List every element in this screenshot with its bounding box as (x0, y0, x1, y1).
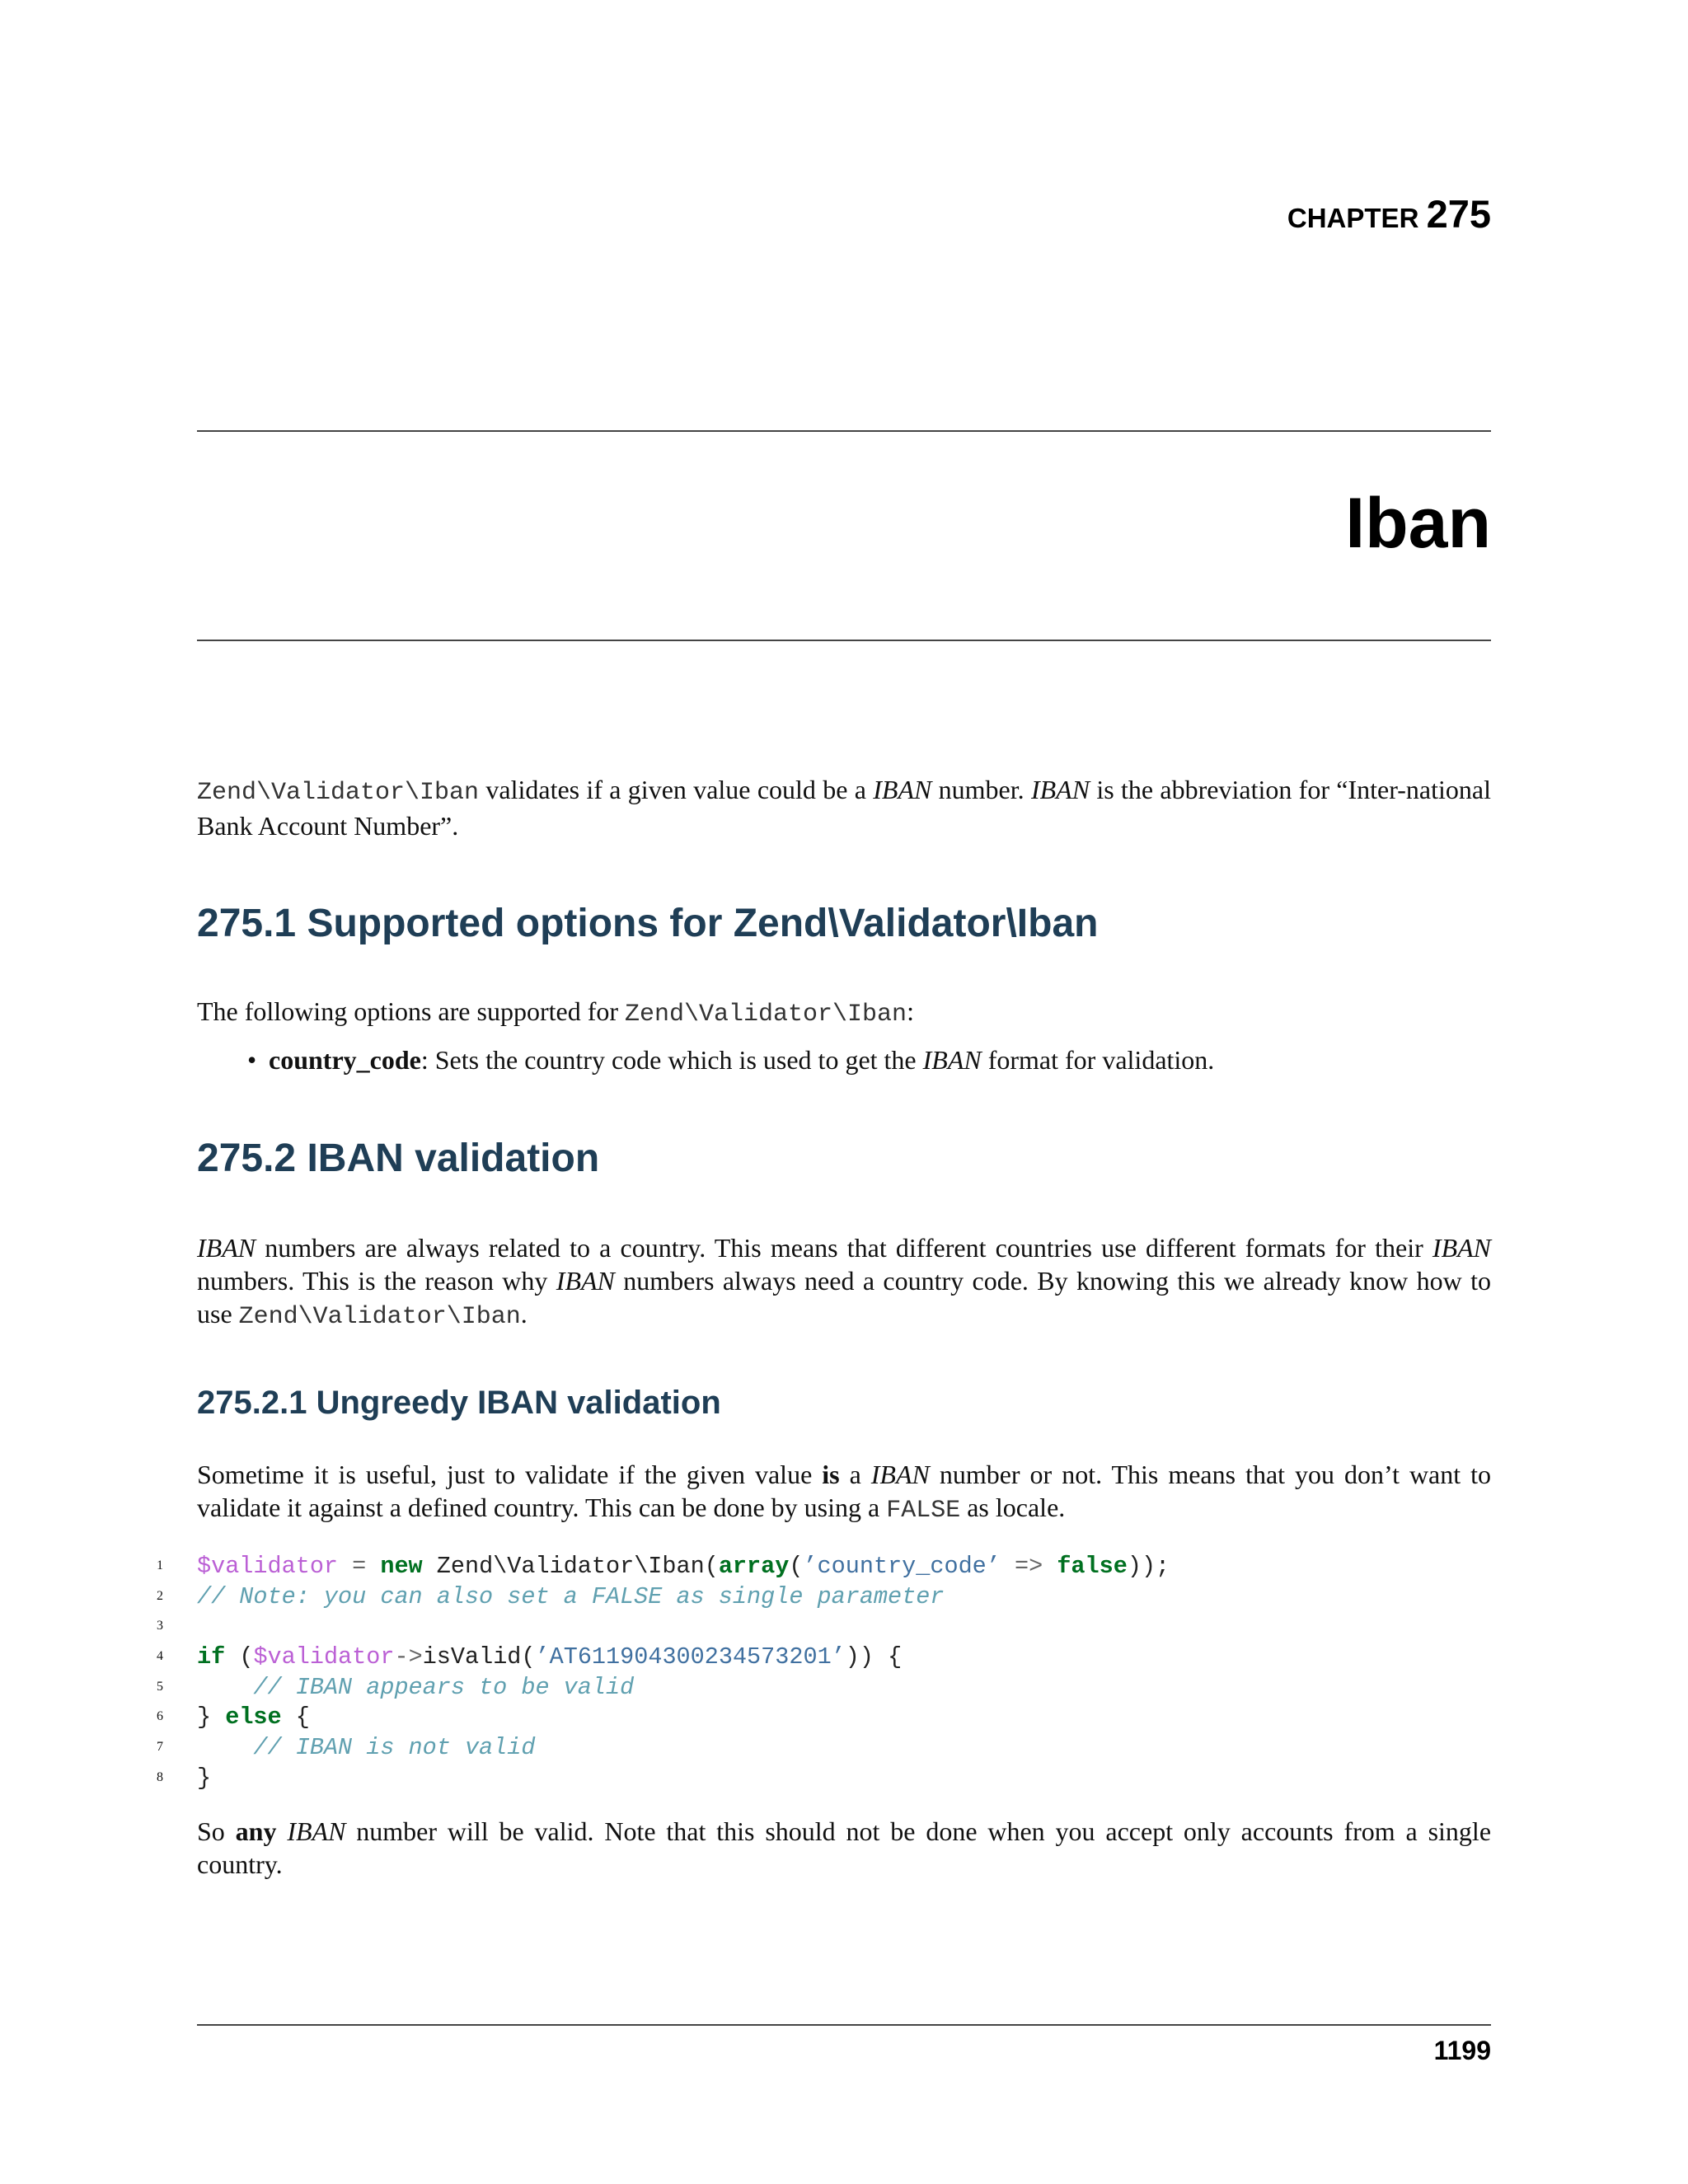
s2-iban-2: IBAN (1432, 1233, 1491, 1263)
code-class: Zend\Validator\Iban( (422, 1552, 719, 1580)
code-line-2 (157, 1582, 1491, 1612)
code-line-7 (157, 1732, 1491, 1763)
line-number: 3 (157, 1619, 163, 1633)
bullet-text-1: : Sets the country code which is used to get the (420, 1045, 923, 1075)
code-paren: ( (789, 1552, 804, 1580)
code-comment: // Note: you can also set a FALSE as single parameter (197, 1582, 945, 1610)
code-keyword: new (380, 1552, 423, 1580)
ungreedy-paragraph (197, 1458, 1491, 1527)
intro-text-1: validates if a given value could be a (479, 775, 874, 804)
code-line-4 (157, 1642, 1491, 1672)
closing-paragraph (197, 1815, 1491, 1881)
section-heading-275-2: 275.2 IBAN validation (197, 1137, 600, 1180)
intro-paragraph (197, 773, 1491, 842)
bullet-dot: • (247, 1045, 257, 1075)
code-comment: // IBAN is not valid (197, 1734, 536, 1762)
s2-text-1: numbers are always related to a country. This means that different countries use different formats for their (256, 1233, 1432, 1263)
code-line-8 (157, 1763, 1491, 1793)
code-op: = (338, 1552, 381, 1580)
s2-text-3: numbers always need a country code. By knowing this we already know how to use (197, 1266, 1491, 1329)
bullet-term: country_code (269, 1045, 421, 1075)
page-number: 1199 (1433, 2036, 1491, 2065)
line-number: 2 (157, 1588, 163, 1603)
code-line-3 (157, 1611, 1491, 1642)
code-string: ’AT611904300234573201’ (535, 1643, 846, 1671)
code-line-1 (157, 1551, 1491, 1582)
code-brace: } (197, 1704, 226, 1732)
s21-bold-is: is (822, 1460, 840, 1489)
closing-iban: IBAN (287, 1816, 346, 1846)
code-end: { (281, 1704, 310, 1732)
s21-text-3: number or not. This means that you don’t want to validate it against a defined country. This can be done by using a (197, 1460, 1492, 1522)
s2-iban-3: IBAN (556, 1266, 615, 1296)
chapter-label (1287, 191, 1491, 237)
footer-rule (197, 2024, 1491, 2026)
page-title: Iban (1345, 484, 1491, 563)
bullet-iban: IBAN (922, 1045, 982, 1075)
code-var: $validator (253, 1643, 395, 1671)
code-comment: // IBAN appears to be valid (197, 1673, 635, 1701)
code-var: $validator (197, 1552, 339, 1580)
code-keyword: else (225, 1704, 282, 1732)
s2-text-2: numbers. This is the reason why (197, 1266, 556, 1296)
options-lead-paragraph (197, 995, 1491, 1031)
options-lead-code: Zend\Validator\Iban (625, 1001, 907, 1029)
code-op: => (1000, 1552, 1057, 1580)
code-method: isValid( (422, 1643, 536, 1671)
s21-iban: IBAN (870, 1460, 930, 1489)
option-bullet-country-code (247, 1043, 1491, 1076)
closing-text-2 (276, 1816, 287, 1846)
code-end: )) { (845, 1643, 903, 1671)
intro-text-3: is the abbreviation for “Inter-national Bank Account Number”. (197, 775, 1491, 841)
s21-text-4: as locale. (960, 1493, 1066, 1522)
intro-iban-1: IBAN (873, 775, 932, 804)
code-keyword: array (718, 1552, 790, 1580)
code-line-5 (157, 1672, 1491, 1703)
bullet-text-2: format for validation. (981, 1045, 1215, 1075)
code-end: )); (1127, 1552, 1170, 1580)
code-brace: } (197, 1764, 212, 1792)
section-heading-275-2-1: 275.2.1 Ungreedy IBAN validation (197, 1385, 721, 1421)
intro-class-name: Zend\Validator\Iban (197, 779, 480, 807)
s2-iban-1: IBAN (197, 1233, 256, 1263)
options-lead-end: : (907, 996, 914, 1026)
closing-text-1: So (197, 1816, 236, 1846)
code-op: -> (394, 1643, 423, 1671)
code-string: ’country_code’ (803, 1552, 1001, 1580)
code-listing (157, 1551, 1491, 1793)
s2-code: Zend\Validator\Iban (238, 1303, 521, 1331)
line-number: 8 (157, 1769, 163, 1784)
line-number: 6 (157, 1709, 163, 1724)
code-line-6 (157, 1702, 1491, 1732)
s21-text-2: a (839, 1460, 871, 1489)
chapter-number: 275 (1426, 192, 1491, 236)
line-number: 1 (157, 1558, 163, 1572)
line-number: 7 (157, 1740, 163, 1755)
title-rule-bottom (197, 640, 1491, 641)
chapter-word: CHAPTER (1287, 203, 1419, 233)
title-rule-top (197, 430, 1491, 432)
closing-bold-any: any (235, 1816, 277, 1846)
code-keyword: if (197, 1643, 226, 1671)
code-keyword: false (1057, 1552, 1128, 1580)
s2-text-end: . (520, 1299, 528, 1329)
s21-code-false: FALSE (886, 1497, 961, 1525)
section-heading-275-1: 275.1 Supported options for Zend\Validator\Iban (197, 902, 1099, 945)
intro-text-2: number. (931, 775, 1031, 804)
line-number: 5 (157, 1679, 163, 1694)
s21-text-1: Sometime it is useful, just to validate if the given value (197, 1460, 823, 1489)
closing-text-3: number will be valid. Note that this should not be done when you accept only accounts from a single country. (197, 1816, 1492, 1879)
intro-iban-2: IBAN (1030, 775, 1090, 804)
iban-validation-paragraph (197, 1231, 1491, 1333)
code-paren: ( (225, 1643, 254, 1671)
options-lead-text: The following options are supported for (197, 996, 625, 1026)
line-number: 4 (157, 1649, 163, 1664)
